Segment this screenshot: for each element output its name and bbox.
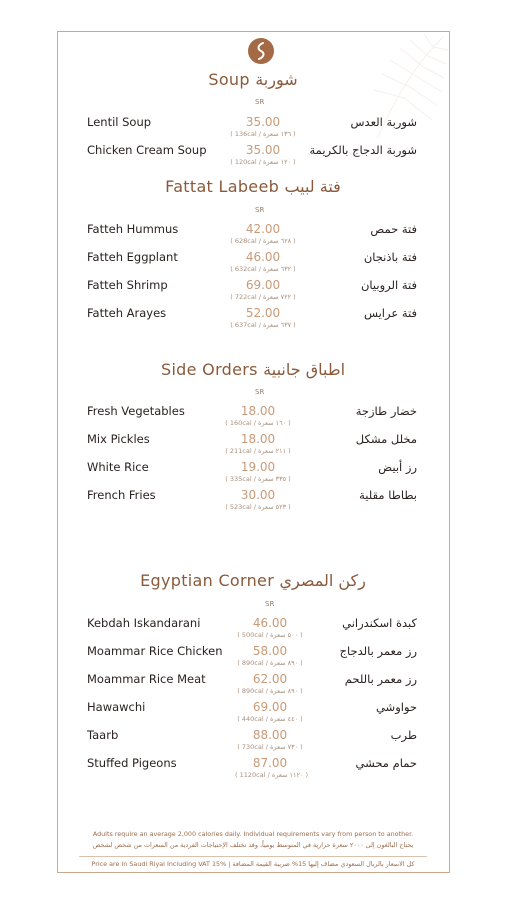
- item-calories: ( 120cal / ١٢٠ سعرة ): [230, 158, 296, 166]
- section-title-soup: Soup شوربة: [208, 70, 298, 89]
- item-price: 52.00: [245, 306, 281, 320]
- item-price: 35.00: [245, 143, 281, 157]
- item-name-en: Taarb: [87, 728, 119, 742]
- item-name-en: Moammar Rice Chicken: [87, 644, 223, 658]
- item-name-ar: رز معمر باللحم: [344, 672, 417, 686]
- item-name-ar: حواوشي: [375, 700, 417, 714]
- item-price: 69.00: [252, 700, 288, 714]
- item-name-en: Fatteh Shrimp: [87, 278, 168, 292]
- menu-item: [0, 432, 506, 462]
- section-title-fattat: Fattat Labeeb فتة لبيب: [165, 177, 341, 196]
- item-name-ar: كبدة اسكندراني: [342, 616, 417, 630]
- item-name-en: Fresh Vegetables: [87, 404, 185, 418]
- menu-item: [0, 278, 506, 308]
- currency-label: SR: [265, 600, 275, 608]
- item-name-en: Mix Pickles: [87, 432, 150, 446]
- item-name-ar: مخلل مشكل: [355, 432, 417, 446]
- item-price: 87.00: [252, 756, 288, 770]
- item-calories: ( 890cal / ٨٩٠ سعرة ): [237, 659, 303, 667]
- section-title-side-orders: Side Orders اطباق جانبية: [160, 360, 346, 379]
- item-name-en: Chicken Cream Soup: [87, 143, 207, 157]
- item-name-en: Hawawchi: [87, 700, 146, 714]
- item-calories: ( 335cal / ٣٣٥ سعرة ): [225, 475, 291, 483]
- menu-item: [0, 644, 506, 674]
- item-name-ar: رز أبيض: [378, 460, 417, 474]
- footer-vat-note: Price are in Saudi Riyal Including VAT 15% | كل الاسعار بالريال السعودي مضاف إليها 15% ضريبة القيمة المضافة: [91, 860, 415, 868]
- item-price: 35.00: [245, 115, 281, 129]
- item-calories: ( 722cal / ٧٢٢ سعرة ): [230, 293, 296, 301]
- item-price: 18.00: [240, 404, 276, 418]
- item-price: 42.00: [245, 222, 281, 236]
- item-calories: ( 632cal / ٦٣٢ سعرة ): [230, 265, 296, 273]
- item-name-ar: رز معمر بالدجاج: [339, 644, 417, 658]
- item-name-en: French Fries: [87, 488, 156, 502]
- currency-label: SR: [255, 206, 265, 214]
- footer-calorie-note-en: Adults require an average 2,000 calories daily. Individual requirements vary from person to another.: [92, 830, 414, 838]
- item-name-ar: شوربة الدجاج بالكريمة: [309, 143, 417, 157]
- menu-item: [0, 756, 506, 786]
- currency-label: SR: [255, 388, 265, 396]
- footer-calorie-note-ar: يحتاج البالغون إلى ٢٠٠٠ سعرة حرارية في المتوسط يومياً، وقد تختلف الإحتياجات الفردية من السعرات من شخص لشخص: [92, 841, 414, 849]
- item-calories: ( 160cal / ١٦٠ سعرة ): [225, 419, 291, 427]
- item-price: 69.00: [245, 278, 281, 292]
- item-name-ar: شوربة العدس: [350, 115, 417, 129]
- menu-item: [0, 143, 506, 173]
- item-name-en: Fatteh Eggplant: [87, 250, 178, 264]
- menu-item: [0, 700, 506, 730]
- item-name-en: White Rice: [87, 460, 149, 474]
- item-calories: ( 1120cal / ١١٢٠ سعرة ): [235, 771, 309, 779]
- item-calories: ( 637cal / ٦٣٧ سعرة ): [230, 321, 296, 329]
- item-calories: ( 628cal / ٦٢٨ سعرة ): [230, 237, 296, 245]
- item-price: 30.00: [240, 488, 276, 502]
- menu-item: [0, 728, 506, 758]
- item-price: 46.00: [252, 616, 288, 630]
- item-price: 62.00: [252, 672, 288, 686]
- menu-item: [0, 616, 506, 646]
- item-name-ar: طرب: [390, 728, 417, 742]
- item-price: 88.00: [252, 728, 288, 742]
- item-calories: ( 211cal / ٢١١ سعرة ): [225, 447, 291, 455]
- menu-item: [0, 250, 506, 280]
- item-price: 46.00: [245, 250, 281, 264]
- item-name-ar: فتة عرايس: [363, 306, 417, 320]
- item-name-ar: فتة باذنجان: [363, 250, 417, 264]
- item-calories: ( 136cal / ١٣٦ سعرة ): [230, 130, 296, 138]
- item-name-ar: حمام محشي: [355, 756, 417, 770]
- item-name-en: Fatteh Arayes: [87, 306, 167, 320]
- footer-divider: [79, 856, 427, 857]
- section-title-egyptian-corner: Egyptian Corner ركن المصري: [140, 571, 366, 590]
- item-price: 58.00: [252, 644, 288, 658]
- item-name-en: Stuffed Pigeons: [87, 756, 177, 770]
- item-price: 19.00: [240, 460, 276, 474]
- brand-logo-icon: [248, 38, 274, 64]
- item-name-ar: فتة الروبيان: [360, 278, 417, 292]
- item-calories: ( 730cal / ٧٣٠ سعرة ): [237, 743, 303, 751]
- menu-item: [0, 222, 506, 252]
- item-name-en: Fatteh Hummus: [87, 222, 179, 236]
- menu-item: [0, 672, 506, 702]
- item-calories: ( 523cal / ٥٢٣ سعرة ): [225, 503, 291, 511]
- item-name-ar: فتة حمص: [370, 222, 417, 236]
- menu-item: [0, 460, 506, 490]
- item-name-en: Lentil Soup: [87, 115, 152, 129]
- item-price: 18.00: [240, 432, 276, 446]
- menu-item: [0, 404, 506, 434]
- item-calories: ( 500cal / ٥٠٠ سعرة ): [237, 631, 303, 639]
- item-calories: ( 440cal / ٤٤٠ سعرة ): [237, 715, 303, 723]
- menu-item: [0, 306, 506, 336]
- currency-label: SR: [255, 98, 265, 106]
- menu-item: [0, 115, 506, 145]
- item-name-ar: خضار طازجة: [355, 404, 417, 418]
- item-name-ar: بطاطا مقلية: [359, 488, 417, 502]
- item-calories: ( 890cal / ٨٩٠ سعرة ): [237, 687, 303, 695]
- item-name-en: Kebdah Iskandarani: [87, 616, 201, 630]
- item-name-en: Moammar Rice Meat: [87, 672, 206, 686]
- menu-item: [0, 488, 506, 518]
